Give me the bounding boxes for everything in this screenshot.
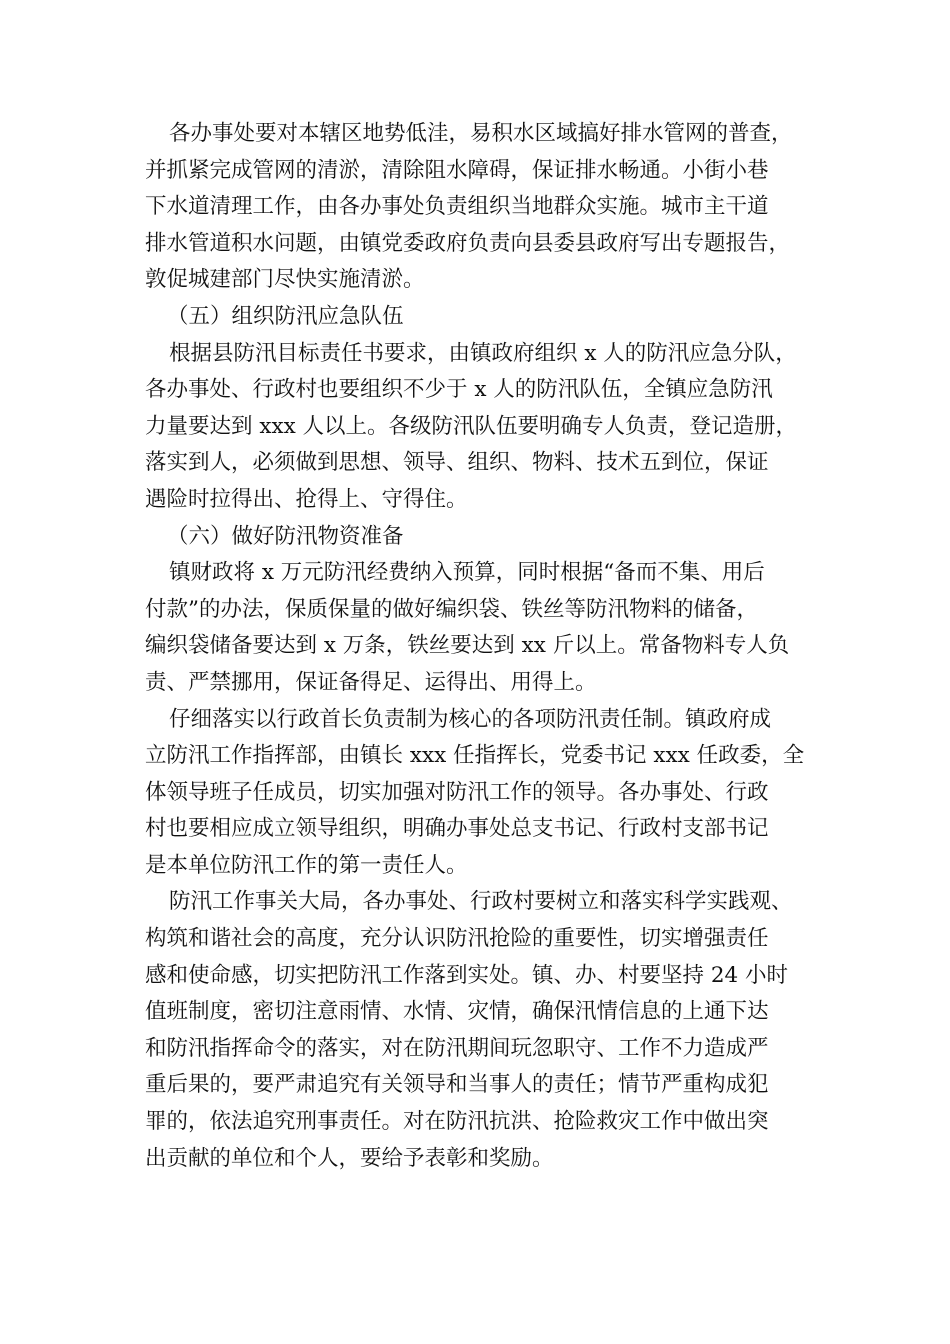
text-line: 力量要达到 xxx 人以上。各级防汛队伍要明确专人负责，登记造册，: [145, 413, 798, 439]
text-line: 责、严禁挪用，保证备得足、运得出、用得上。: [145, 669, 597, 695]
text-line: 村也要相应成立领导组织，明确办事处总支书记、行政村支部书记: [145, 816, 769, 842]
text-line: 编织袋储备要达到 x 万条，铁丝要达到 xx 斤以上。常备物料专人负: [145, 633, 790, 659]
text-line: 下水道清理工作，由各办事处负责组织当地群众实施。城市主干道: [145, 194, 769, 220]
document-page: [145, 116, 825, 1177]
text-line: 落实到人，必须做到思想、领导、组织、物料、技术五到位，保证: [145, 450, 769, 476]
text-line: 体领导班子任成员，切实加强对防汛工作的领导。各办事处、行政: [145, 779, 769, 805]
text-line: 镇财政将 x 万元防汛经费纳入预算，同时根据“备而不集、用后: [169, 560, 765, 586]
paragraph-materials: [145, 555, 825, 701]
text-line: 防汛工作事关大局，各办事处、行政村要树立和落实科学实践观、: [169, 889, 793, 915]
text-line: 立防汛工作指挥部，由镇长 xxx 任指挥长，党委书记 xxx 任政委，全: [145, 743, 805, 769]
text-line: 各办事处、行政村也要组织不少于 x 人的防汛队伍，全镇应急防汛: [145, 377, 773, 403]
text-line: 付款”的办法，保质保量的做好编织袋、铁丝等防汛物料的储备，: [145, 596, 758, 622]
text-line: 和防汛指挥命令的落实，对在防汛期间玩忽职守、工作不力造成严: [145, 1035, 769, 1061]
section-heading-five: [145, 299, 825, 336]
text-line: 排水管道积水问题，由镇党委政府负责向县委县政府写出专题报告，: [145, 230, 791, 256]
text-line: 仔细落实以行政首长负责制为核心的各项防汛责任制。镇政府成: [169, 706, 772, 732]
text-line: 遇险时拉得出、抢得上、守得住。: [145, 486, 468, 512]
text-line: 敦促城建部门尽快实施清淤。: [145, 267, 425, 293]
text-line: 是本单位防汛工作的第一责任人。: [145, 852, 468, 878]
text-line: 根据县防汛目标责任书要求，由镇政府组织 x 人的防汛应急分队，: [169, 340, 797, 366]
paragraph-responsibility: [145, 702, 825, 885]
heading-text: （五）组织防汛应急队伍: [167, 303, 404, 329]
paragraph-drainage: [145, 116, 825, 299]
text-line: 重后果的，要严肃追究有关领导和当事人的责任；情节严重构成犯: [145, 1072, 769, 1098]
heading-text: （六）做好防汛物资准备: [167, 523, 404, 549]
text-line: 构筑和谐社会的高度，充分认识防汛抢险的重要性，切实增强责任: [145, 926, 769, 952]
section-heading-six: [145, 519, 825, 556]
text-line: 出贡献的单位和个人，要给予表彰和奖励。: [145, 1145, 554, 1171]
text-line: 感和使命感，切实把防汛工作落到实处。镇、办、村要坚持 24 小时: [145, 962, 789, 988]
text-line: 值班制度，密切注意雨情、水情、灾情，确保汛情信息的上通下达: [145, 999, 769, 1025]
text-line: 并抓紧完成管网的清淤，清除阻水障碍，保证排水畅通。小街小巷: [145, 157, 769, 183]
text-line: 各办事处要对本辖区地势低洼，易积水区域搞好排水管网的普查，: [169, 121, 793, 146]
paragraph-emergency-team: [145, 336, 825, 519]
paragraph-overall: [145, 884, 825, 1177]
text-line: 罪的，依法追究刑事责任。对在防汛抗洪、抢险救灾工作中做出突: [145, 1109, 769, 1135]
